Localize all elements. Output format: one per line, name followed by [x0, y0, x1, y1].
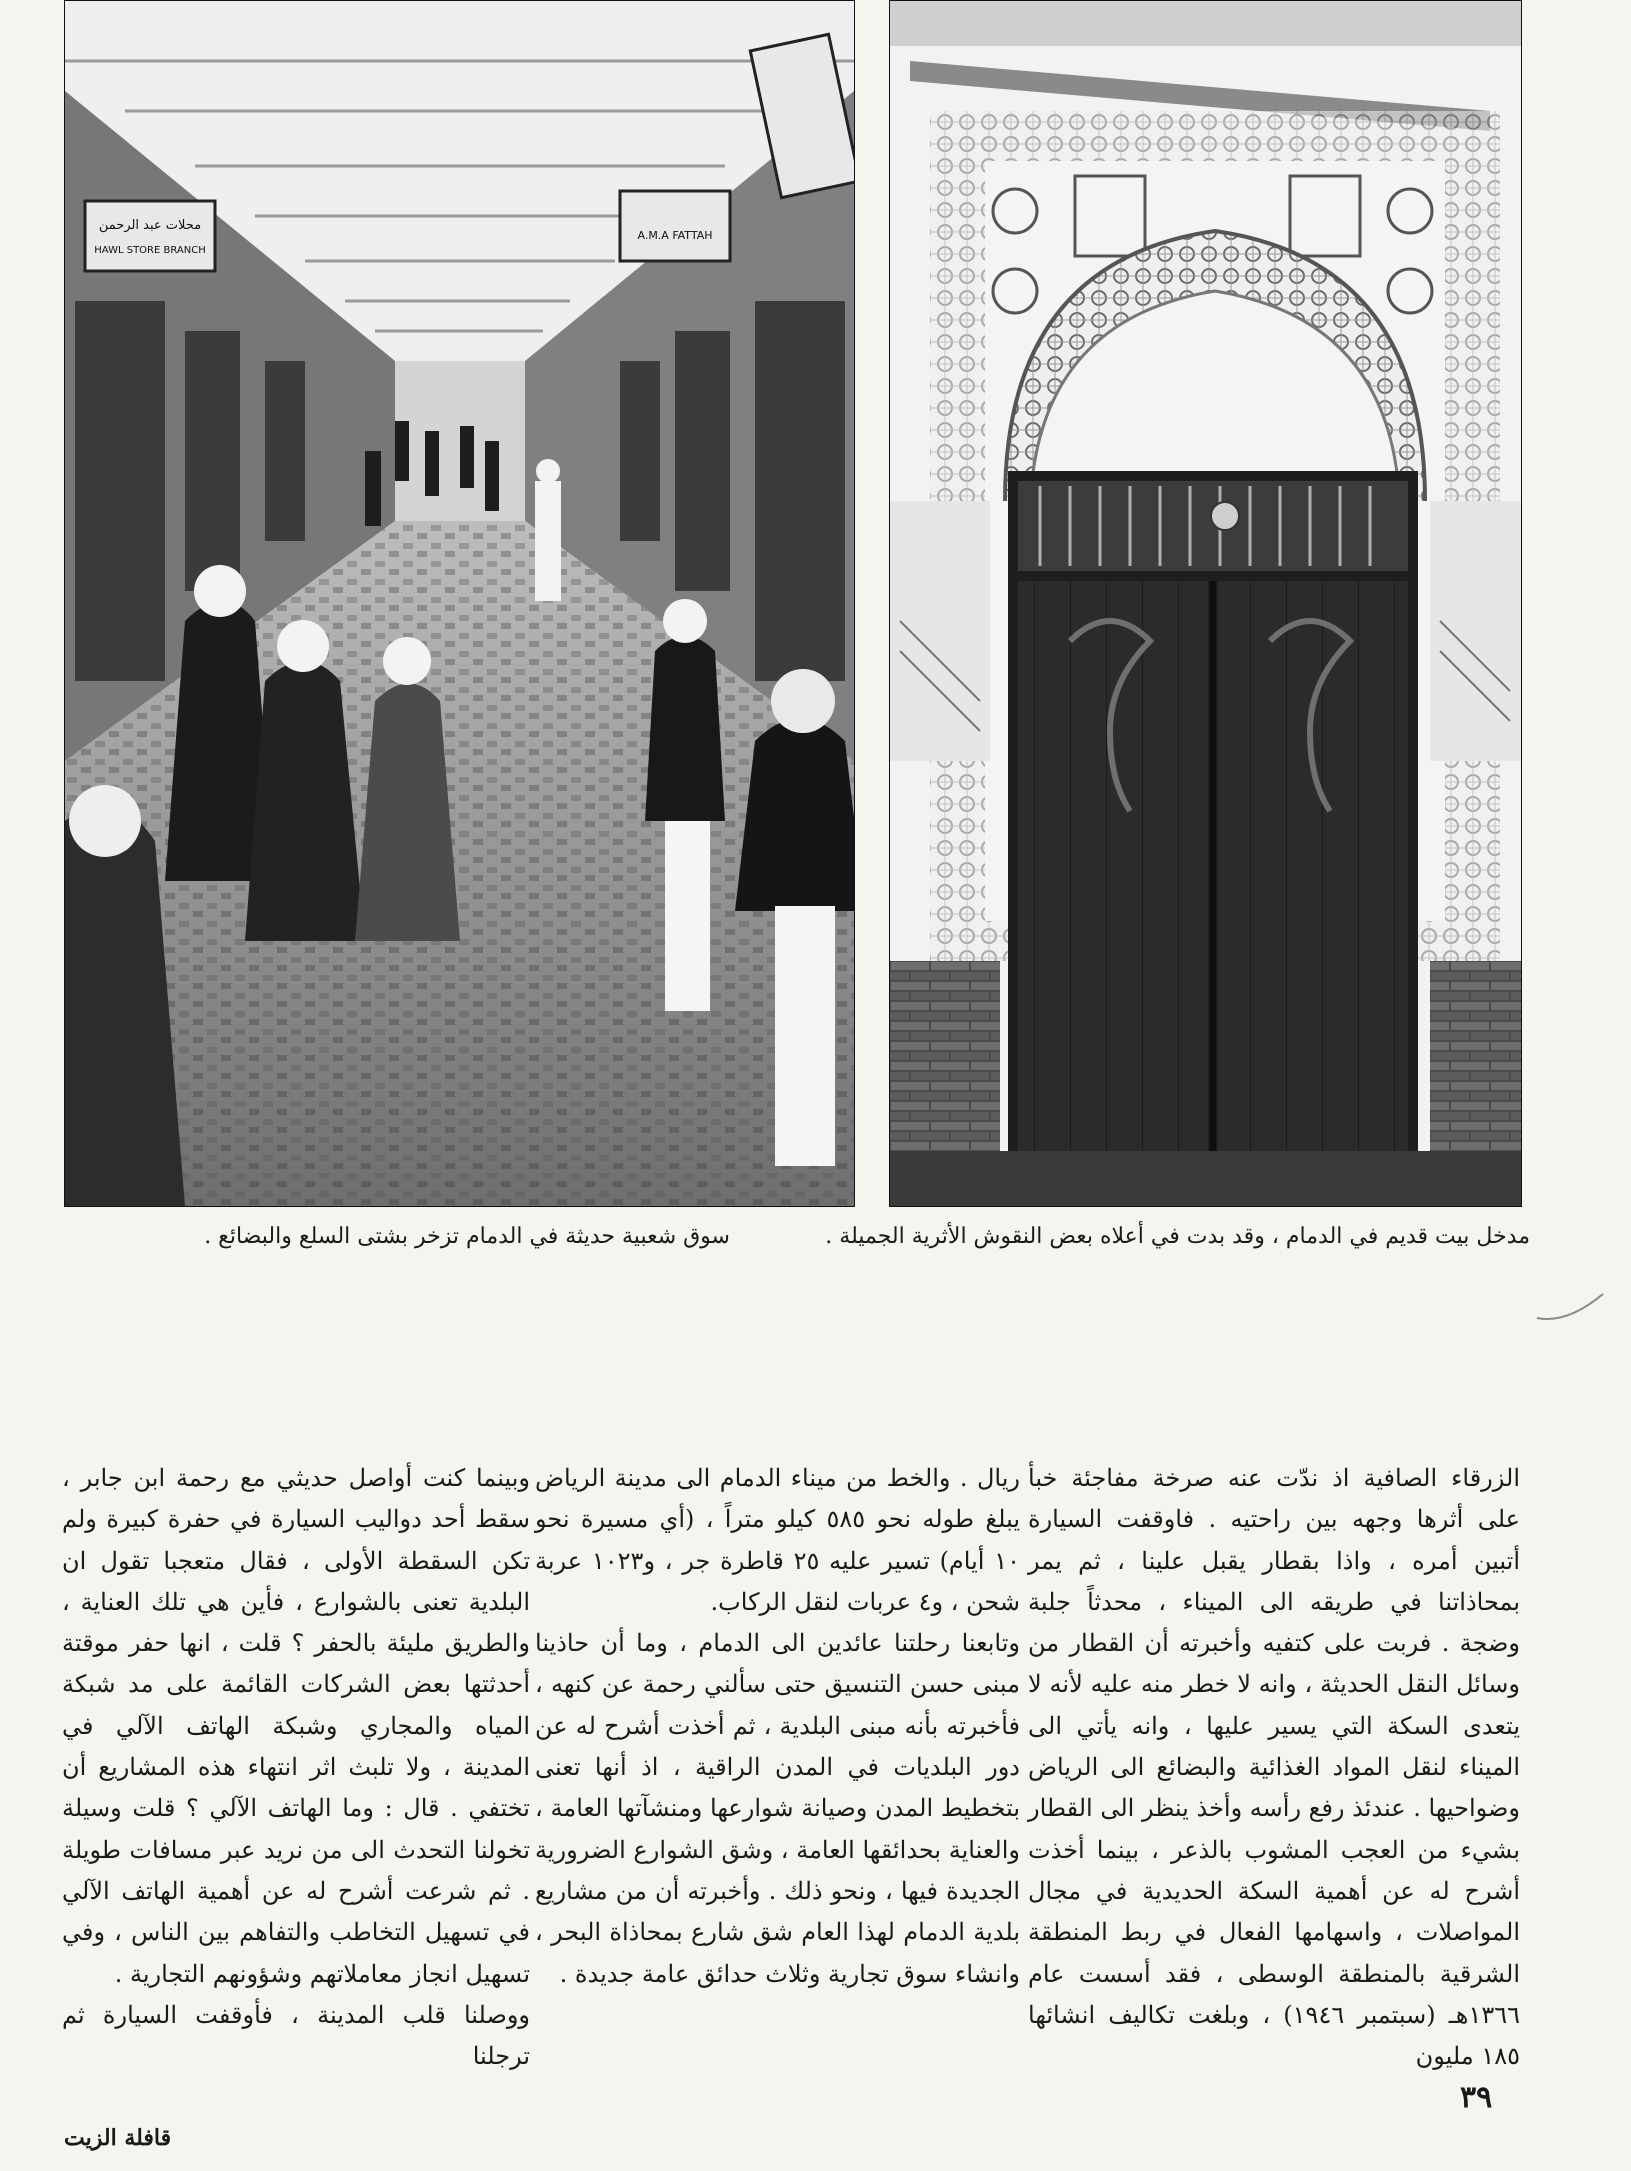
column-middle-paragraph-2: وتابعنا رحلتنا عائدين الى الدمام ، وما أن حاذينا مبنى حسن التنسيق حتى سألني رحمة عن كنهه ، فأخبرته بأنه مبنى البلدية ، ثم أخذت أشرح له عن دور البلديات في المدن الراقية ، اذ أنها تعنى بتخطيط المدن وصيانة شوارعها ومنشآتها العامة ، والعناية بحدائقها العامة ، وشق الشوارع الضرورية الجديدة فيها ، ونحو ذلك . وأخبرته أن من مشاريع بلدية الدمام لهذا العام شق شارع بمحاذاة البحر ، وانشاء سوق تجارية وثلاث حدائق عامة جديدة .	[535, 1629, 1020, 1988]
column-middle-paragraph-1: ريال . والخط من ميناء الدمام الى مدينة الرياض يبلغ طوله نحو ٥٨٥ كيلو متراً ، (أي مسيرة نحو ١٠ أيام) تسير عليه ٢٥ قاطرة جر ، و١٠٢٣ عربة شحن ، و٤ عربات لنقل الركاب.	[535, 1464, 1021, 1616]
article-column-right	[1028, 1458, 1520, 2071]
market-photo-caption: سوق شعبية حديثة في الدمام تزخر بشتى السلع والبضائع .	[204, 1224, 730, 1249]
column-right-paragraph: الزرقاء الصافية اذ ندّت عنه صرخة مفاجئة خبأ على أثرها وجهه بين راحتيه . فاوقفت السيارة أتبين أمره ، واذا بقطار يقبل علينا ، ثم يمر بمحاذاتنا في طريقه الى الميناء ، محدثاً جلبة وضجة . فربت على كتفيه وأخبرته أن القطار من وسائل النقل الحديثة ، وانه لا خطر منه عليه لأنه لا يتعدى السكة التي يسير عليها ، وانه يأتي الى الميناء لنقل المواد الغذائية والبضائع الى الرياض وضواحيها . عندئذ رفع رأسه وأخذ ينظر الى القطار بشيء من العجب المشوب بالذعر ، بينما أخذت أشرح له عن أهمية السكة الحديدية في مجال المواصلات ، واسهامها الفعال في ربط المنطقة الشرقية بالمنطقة الوسطى ، فقد أسست عام ١٣٦٦هـ (سبتمبر ١٩٤٦) ، وبلغت تكاليف انشائها ١٨٥ مليون	[1028, 1464, 1520, 2071]
pencil-mark-decoration	[1535, 1290, 1605, 1330]
page-number: ٣٩	[1460, 2080, 1493, 2115]
shop-sign-1-text: محلات عبد الرحمن	[98, 218, 202, 233]
market-street-photo	[64, 0, 855, 1207]
market-street-illustration	[65, 1, 854, 1206]
article-column-left	[62, 1458, 530, 2071]
shop-sign-3-text: HAWL STORE BRANCH	[94, 245, 206, 256]
ornate-doorway-illustration	[890, 1, 1521, 1206]
column-left-paragraph-1: وبينما كنت أواصل حديثي مع رحمة ابن جابر ، سقط أحد دواليب السيارة في حفرة كبيرة ولم تكن السقطة الأولى ، فقال متعجبا تقول ان البلدية تعنى بالشوارع ، فأين هي تلك العناية ، والطريق مليئة بالحفر ؟ قلت ، انها حفر موقتة أحدثتها بعض الشركات القائمة على مد شبكة المياه والمجاري وشبكة الهاتف الآلي في المدينة ، ولا تلبث اثر انتهاء هذه المشاريع أن تختفي . قال : وما الهاتف الآلي ؟ قلت وسيلة تخولنا التحدث الى من نريد عبر مسافات طويلة . ثم شرعت أشرح له عن أهمية الهاتف الآلي في تسهيل التخاطب والتفاهم بين الناس ، وفي تسهيل انجاز معاملاتهم وشؤونهم التجارية .	[62, 1464, 530, 1988]
doorway-photo-caption: مدخل بيت قديم في الدمام ، وقد بدت في أعلاه بعض النقوش الأثرية الجميلة .	[825, 1224, 1530, 1249]
article-column-middle	[535, 1458, 1020, 2028]
doorway-photo	[889, 0, 1522, 1207]
shop-sign-2-text: A.M.A FATTAH	[637, 229, 713, 242]
magazine-name: قافلة الزيت	[64, 2125, 172, 2151]
column-left-paragraph-2: ووصلنا قلب المدينة ، فأوقفت السيارة ثم ترجلنا	[62, 2000, 530, 2071]
